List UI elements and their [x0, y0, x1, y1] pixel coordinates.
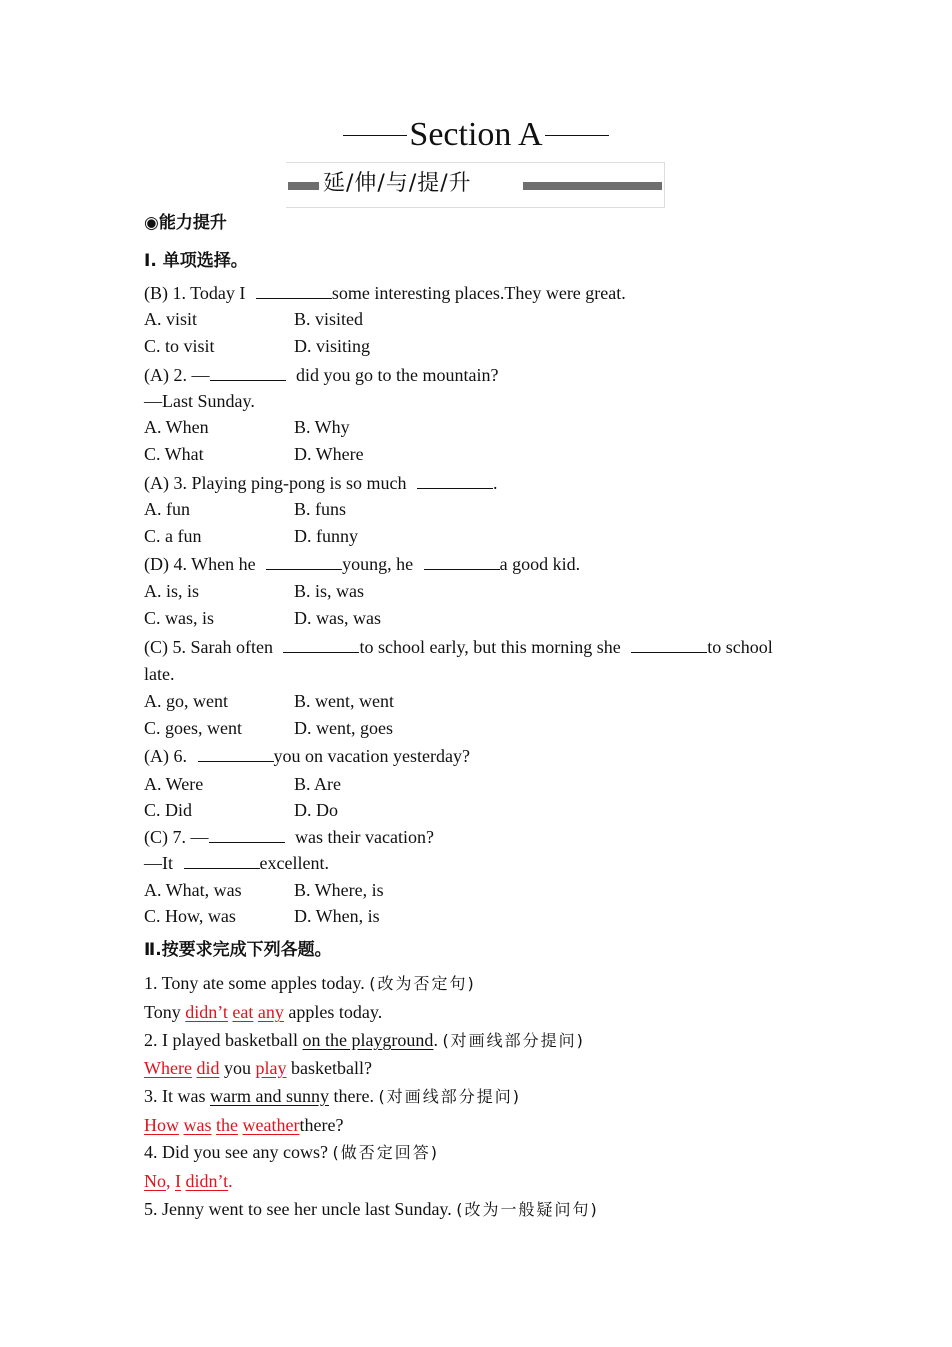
answer-fill: any [257, 1002, 284, 1022]
question-4-end: a good kid. [499, 554, 581, 574]
option-d: D. was, was [294, 608, 381, 628]
part2-heading: Ⅱ.按要求完成下列各题。 [144, 940, 332, 960]
option-b: B. is, was [294, 581, 365, 601]
answer-fill: play [255, 1058, 287, 1078]
question-5-continued: late. [144, 664, 175, 684]
option-b: B. Why [294, 417, 350, 437]
task-2-answer [144, 1056, 372, 1080]
section-banner [286, 162, 665, 208]
answer-blank [424, 553, 500, 570]
option-d: D. Where [294, 444, 364, 464]
task-1-text: 1. Tony ate some apples today. [144, 973, 370, 993]
task-2-text: 2. I played basketball [144, 1030, 303, 1050]
option-c: C. to visit [144, 336, 215, 356]
banner-right-bar [523, 182, 662, 190]
option-d: D. visiting [294, 336, 371, 356]
answer-word: basketball? [290, 1058, 372, 1078]
task-3-instruction: (对画线部分提问) [378, 1087, 521, 1106]
answer-blank [631, 636, 707, 653]
question-1-text: some interesting places.They were great. [331, 283, 626, 303]
answer-blank [283, 636, 359, 653]
answer-blank [266, 553, 342, 570]
question-1-number: (B) 1. Today I [144, 283, 246, 303]
answer-fill: weather [242, 1115, 300, 1135]
option-d: D. funny [294, 526, 358, 546]
task-3 [144, 1084, 521, 1109]
question-7-text: was their vacation? [290, 827, 434, 847]
question-4 [144, 552, 580, 576]
option-a: A. fun [144, 499, 190, 519]
answer-fill: was [183, 1115, 212, 1135]
task-3-answer [144, 1113, 343, 1137]
question-6 [144, 744, 470, 768]
answer-fill: I [175, 1171, 181, 1191]
task-1 [144, 971, 476, 996]
option-d: D. When, is [294, 906, 380, 926]
task-3-text-end: there. [328, 1086, 379, 1106]
answer-fill: didn’t [185, 1002, 228, 1022]
option-c: C. a fun [144, 526, 202, 546]
banner-left-bar [288, 182, 319, 190]
answer-fill: Where [144, 1058, 192, 1078]
part1-heading: Ⅰ. 单项选择。 [144, 251, 248, 271]
option-b: B. funs [294, 499, 347, 519]
question-2-reply: —Last Sunday. [144, 391, 255, 411]
question-7 [144, 825, 434, 849]
reply-end: excellent. [259, 853, 329, 873]
answer-word: there? [299, 1115, 344, 1135]
task-5-text: 5. Jenny went to see her uncle last Sunday. [144, 1199, 457, 1219]
task-2-instruction: (对画线部分提问) [442, 1031, 585, 1050]
answer-blank [417, 472, 493, 489]
option-c: C. Did [144, 800, 193, 820]
option-b: B. Where, is [294, 880, 384, 900]
answer-fill: No [144, 1171, 166, 1191]
question-3-end: . [493, 473, 498, 493]
task-5 [144, 1197, 599, 1222]
option-a: A. Were [144, 774, 204, 794]
task-4-text: 4. Did you see any cows? [144, 1142, 333, 1162]
question-2 [144, 363, 498, 387]
question-5 [144, 635, 773, 659]
title-left-rule [343, 135, 407, 136]
reply-start: —It [144, 853, 173, 873]
answer-word: you [223, 1058, 251, 1078]
answer-blank [198, 745, 274, 762]
task-4-answer [144, 1169, 233, 1193]
question-7-number: (C) 7. — [144, 827, 209, 847]
answer-blank [256, 282, 332, 299]
question-6-number: (A) 6. [144, 746, 187, 766]
question-5-end: to school [707, 637, 773, 657]
option-c: C. How, was [144, 906, 236, 926]
answer-fill: did [196, 1058, 220, 1078]
option-a: A. What, was [144, 880, 242, 900]
task-1-answer [144, 1000, 382, 1024]
title-text: Section A [409, 116, 543, 153]
answer-word: Tony [144, 1002, 181, 1022]
underlined-part: warm and sunny [210, 1086, 329, 1106]
question-7-reply [144, 851, 329, 875]
option-d: D. went, goes [294, 718, 393, 738]
question-2-number: (A) 2. — [144, 365, 210, 385]
question-2-text: did you go to the mountain? [291, 365, 499, 385]
answer-punctuation: , [166, 1171, 171, 1191]
task-2-text-end: . [433, 1030, 443, 1050]
question-3-text: (A) 3. Playing ping-pong is so much [144, 473, 407, 493]
option-c: C. What [144, 444, 204, 464]
answer-punctuation: . [228, 1171, 233, 1191]
option-b: B. visited [294, 309, 364, 329]
option-b: B. went, went [294, 691, 394, 711]
question-4-text: young, he [342, 554, 414, 574]
question-1 [144, 281, 626, 305]
task-3-text: 3. It was [144, 1086, 210, 1106]
banner-text: 延/伸/与/提/升 [323, 171, 472, 196]
question-6-text: you on vacation yesterday? [273, 746, 470, 766]
answer-blank [184, 852, 260, 869]
ability-heading: ◉能力提升 [144, 213, 227, 233]
option-d: D. Do [294, 800, 338, 820]
option-b: B. Are [294, 774, 341, 794]
question-3 [144, 471, 498, 495]
task-1-instruction: (改为否定句) [369, 974, 476, 993]
answer-word: apples today. [288, 1002, 383, 1022]
task-5-instruction: (改为一般疑问句) [456, 1200, 599, 1219]
option-a: A. visit [144, 309, 198, 329]
answer-fill: How [144, 1115, 179, 1135]
task-4-instruction: (做否定回答) [332, 1143, 439, 1162]
answer-fill: the [216, 1115, 238, 1135]
question-5-number: (C) 5. Sarah often [144, 637, 273, 657]
title-right-rule [545, 135, 609, 136]
option-c: C. goes, went [144, 718, 242, 738]
option-a: A. go, went [144, 691, 228, 711]
option-c: C. was, is [144, 608, 215, 628]
question-4-number: (D) 4. When he [144, 554, 256, 574]
answer-blank [209, 826, 285, 843]
task-2 [144, 1028, 585, 1053]
question-5-text: to school early, but this morning she [359, 637, 621, 657]
answer-fill: didn’t [185, 1171, 229, 1191]
option-a: A. is, is [144, 581, 200, 601]
answer-fill: eat [232, 1002, 254, 1022]
answer-blank [210, 364, 286, 381]
underlined-part: on the playground [302, 1030, 434, 1050]
task-4 [144, 1140, 439, 1165]
option-a: A. When [144, 417, 209, 437]
page-title [0, 113, 952, 157]
